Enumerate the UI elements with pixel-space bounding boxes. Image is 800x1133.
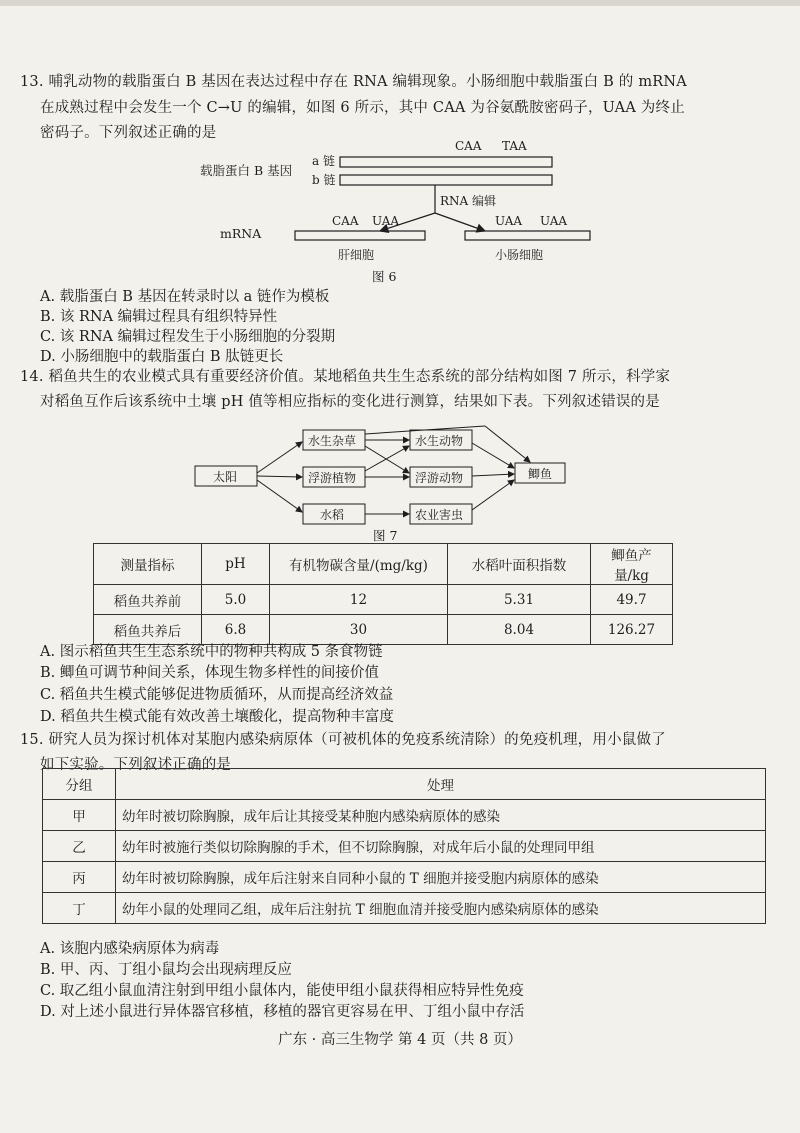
weed-label: 水生杂草 bbox=[308, 434, 357, 448]
q13-option-c: C. 该 RNA 编辑过程发生于小肠细胞的分裂期 bbox=[40, 329, 336, 345]
q13-option-b: B. 该 RNA 编辑过程具有组织特异性 bbox=[40, 309, 278, 325]
table-cell: 幼年小鼠的处理同乙组，成年后注射抗 T 细胞血清并接受胞内感染病原体的感染 bbox=[116, 893, 766, 924]
arrow-sun-phyto bbox=[257, 476, 302, 477]
table-row bbox=[94, 585, 673, 615]
table-cell: 幼年时被切除胸腺，成年后注射来自同种小鼠的 T 细胞并接受胞内病原体的感染 bbox=[116, 862, 766, 893]
aquatic-animal-label: 水生动物 bbox=[415, 434, 464, 448]
gene-label: 载脂蛋白 B 基因 bbox=[200, 163, 293, 178]
q14-option-c: C. 稻鱼共生模式能够促进物质循环，从而提高经济效益 bbox=[40, 687, 394, 703]
q14-stem-line2: 对稻鱼互作后该系统中土壤 pH 值等相应指标的变化进行测算，结果如下表。下列叙述错误的是 bbox=[40, 394, 660, 410]
q13-option-d: D. 小肠细胞中的载脂蛋白 B 肽链更长 bbox=[40, 349, 284, 365]
table-row bbox=[43, 800, 766, 831]
figure-7 bbox=[185, 418, 585, 543]
table-header-row bbox=[43, 769, 766, 800]
q14-option-b: B. 鲫鱼可调节种间关系，体现生物多样性的间接价值 bbox=[40, 665, 379, 681]
zoo-label: 浮游动物 bbox=[415, 471, 464, 485]
q15-option-a: A. 该胞内感染病原体为病毒 bbox=[40, 941, 220, 957]
table-row bbox=[43, 862, 766, 893]
table-cell: 幼年时被施行类似切除胸腺的手术，但不切除胸腺，对成年后小鼠的处理同甲组 bbox=[116, 831, 766, 862]
table-row bbox=[43, 831, 766, 862]
arrow-zoo-fish bbox=[472, 474, 514, 476]
table-cell: 幼年时被切除胸腺，成年后让其接受某种胞内感染病原体的感染 bbox=[116, 800, 766, 831]
pest-label: 农业害虫 bbox=[415, 508, 464, 522]
table-header: pH bbox=[202, 544, 270, 585]
table-header-row bbox=[94, 544, 673, 585]
figure-7-caption: 图 7 bbox=[373, 528, 398, 543]
arrow-aquatic-fish bbox=[472, 443, 514, 468]
phyto-label: 浮游植物 bbox=[308, 471, 357, 485]
q15-option-b: B. 甲、丙、丁组小鼠均会出现病理反应 bbox=[40, 962, 292, 978]
table-header: 处理 bbox=[116, 769, 766, 800]
q13-stem-line1: 13. 哺乳动物的载脂蛋白 B 基因在表达过程中存在 RNA 编辑现象。小肠细胞中载脂蛋白 B 的 mRNA bbox=[20, 74, 687, 90]
codon-taa-gene: TAA bbox=[502, 139, 527, 153]
figure-6 bbox=[180, 135, 600, 285]
table-cell: 12 bbox=[270, 585, 448, 615]
intestine-uaa2: UAA bbox=[540, 214, 568, 228]
q14-option-a: A. 图示稻鱼共生生态系统中的物种共构成 5 条食物链 bbox=[40, 644, 383, 660]
arrow-pest-fish bbox=[472, 480, 514, 510]
table-header: 有机物碳含量/(mg/kg) bbox=[270, 544, 448, 585]
q13-stem-line2: 在成熟过程中会发生一个 C→U 的编辑，如图 6 所示，其中 CAA 为谷氨酰胺密码子，UAA 为终止 bbox=[40, 100, 685, 116]
table-cell: 丙 bbox=[43, 862, 116, 893]
liver-caa: CAA bbox=[332, 214, 359, 228]
arrow-weed-fish-2 bbox=[485, 426, 530, 462]
q15-option-d: D. 对上述小鼠进行异体器官移植，移植的器官更容易在甲、丁组小鼠中存活 bbox=[40, 1004, 525, 1020]
table-cell: 甲 bbox=[43, 800, 116, 831]
table-cell: 8.04 bbox=[448, 615, 591, 645]
table-cell: 49.7 bbox=[591, 585, 673, 615]
table-header: 鲫鱼产量/kg bbox=[591, 544, 673, 585]
table-row bbox=[43, 893, 766, 924]
table-cell: 5.31 bbox=[448, 585, 591, 615]
sun-label: 太阳 bbox=[213, 470, 238, 484]
mrna-label: mRNA bbox=[220, 226, 262, 241]
intestine-cell-label: 小肠细胞 bbox=[495, 248, 544, 262]
strand-a-label: a 链 bbox=[312, 154, 335, 168]
q15-table bbox=[42, 768, 766, 924]
rice-label: 水稻 bbox=[320, 508, 345, 522]
q14-table bbox=[93, 543, 673, 645]
table-cell: 稻鱼共养后 bbox=[94, 615, 202, 645]
strand-b bbox=[340, 175, 552, 185]
intestine-mrna bbox=[465, 231, 590, 240]
table-cell: 乙 bbox=[43, 831, 116, 862]
q13-stem-line3: 密码子。下列叙述正确的是 bbox=[40, 125, 217, 141]
q15-stem-line2: 如下实验。下列叙述正确的是 bbox=[40, 757, 232, 773]
liver-cell-label: 肝细胞 bbox=[338, 248, 375, 262]
liver-mrna bbox=[295, 231, 425, 240]
fish-label: 鲫鱼 bbox=[528, 467, 553, 481]
table-cell: 丁 bbox=[43, 893, 116, 924]
table-cell: 126.27 bbox=[591, 615, 673, 645]
liver-uaa: UAA bbox=[372, 214, 400, 228]
page-footer: 广东 · 高三生物学 第 4 页（共 8 页） bbox=[278, 1032, 522, 1048]
arrow-sun-rice bbox=[257, 480, 302, 512]
table-cell: 6.8 bbox=[202, 615, 270, 645]
table-header: 分组 bbox=[43, 769, 116, 800]
strand-b-label: b 链 bbox=[312, 173, 336, 187]
q15-stem-line1: 15. 研究人员为探讨机体对某胞内感染病原体（可被机体的免疫系统清除）的免疫机理，用小鼠做了 bbox=[20, 732, 666, 748]
table-header: 测量指标 bbox=[94, 544, 202, 585]
table-cell: 30 bbox=[270, 615, 448, 645]
split-arrow-right bbox=[435, 213, 485, 231]
q14-option-d: D. 稻鱼共生模式能有效改善土壤酸化，提高物种丰富度 bbox=[40, 709, 394, 725]
q15-option-c: C. 取乙组小鼠血清注射到甲组小鼠体内，能使甲组小鼠获得相应特异性免疫 bbox=[40, 983, 524, 999]
strand-a bbox=[340, 157, 552, 167]
table-cell: 5.0 bbox=[202, 585, 270, 615]
q14-stem-line1: 14. 稻鱼共生的农业模式具有重要经济价值。某地稻鱼共生生态系统的部分结构如图 7 所示，科学家 bbox=[20, 369, 671, 385]
arrow-sun-weed bbox=[257, 442, 302, 473]
table-cell: 稻鱼共养前 bbox=[94, 585, 202, 615]
intestine-uaa1: UAA bbox=[495, 214, 523, 228]
table-header: 水稻叶面积指数 bbox=[448, 544, 591, 585]
q13-option-a: A. 载脂蛋白 B 基因在转录时以 a 链作为模板 bbox=[40, 289, 330, 305]
codon-caa-gene: CAA bbox=[455, 139, 482, 153]
rna-edit-label: RNA 编辑 bbox=[440, 194, 497, 208]
scan-edge bbox=[0, 0, 800, 6]
figure-6-caption: 图 6 bbox=[372, 269, 397, 284]
